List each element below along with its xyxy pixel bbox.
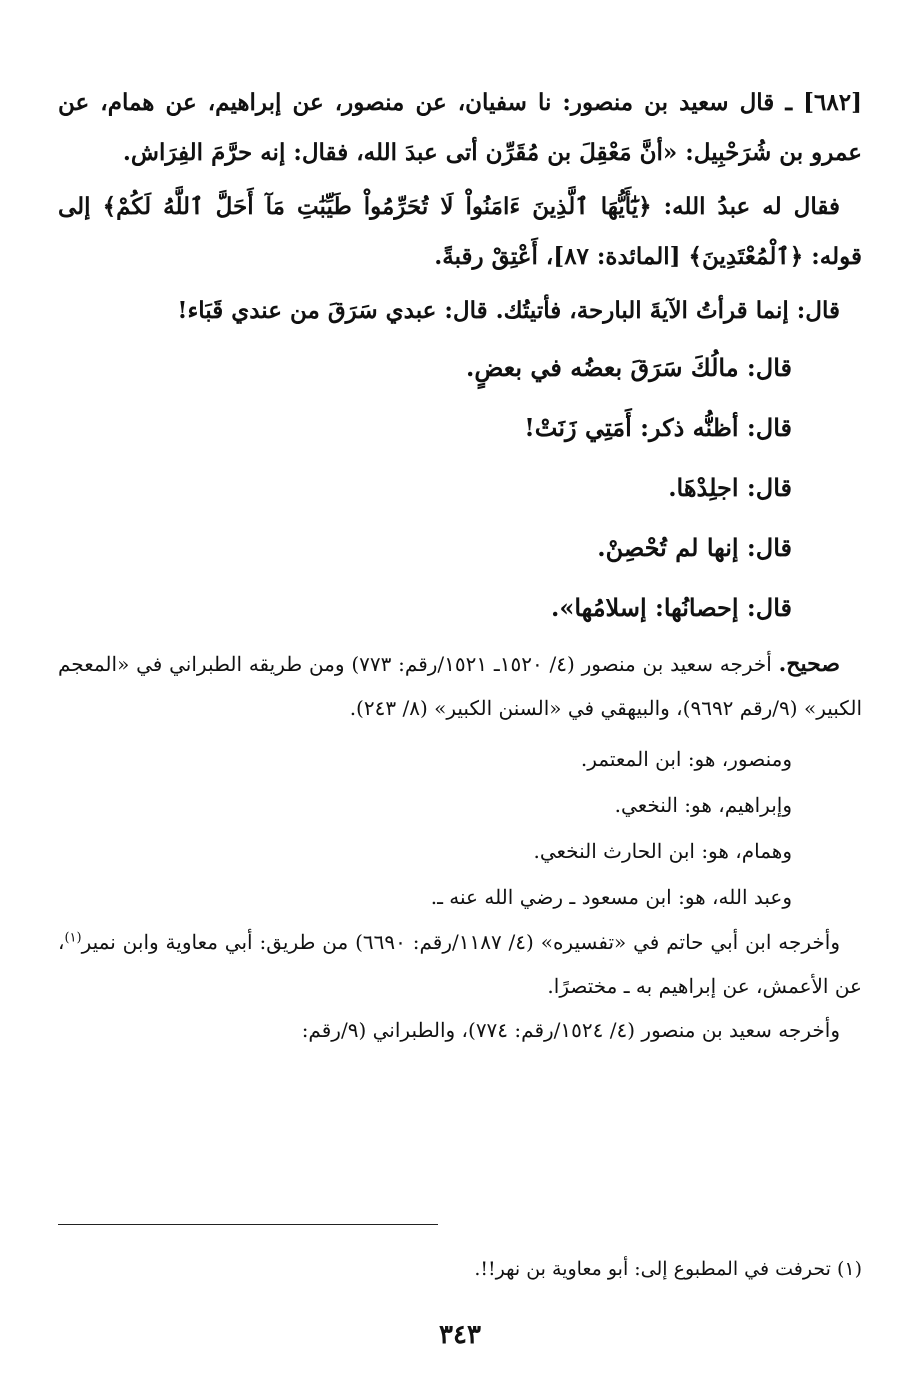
takhrij-paragraph <box>58 642 862 730</box>
takhrij-text: أخرجه سعيد بن منصور (٤/ ١٥٢٠ـ ١٥٢١/رقم: ٧٧٣) ومن طريقه الطبراني في «المعجم الكبير» (٩/رقم ٩٦٩٢)، والبيهقي في «السنن الكبير» (٨/ ٢٤٣). <box>58 652 862 720</box>
footnote: (١) تحرفت في المطبوع إلى: أبو معاوية بن نهر!!. <box>474 1258 862 1280</box>
last-paragraph: وأخرجه سعيد بن منصور (٤/ ١٥٢٤/رقم: ٧٧٤)، والطبراني (٩/رقم: <box>301 1018 840 1042</box>
narrator-note: وإبراهيم، هو: النخعي. <box>614 793 792 817</box>
tafsir-paragraph <box>58 920 862 1008</box>
dialogue-line: قال: إحصانُها: إسلامُها». <box>550 593 792 622</box>
hadith-grade: صحيح. <box>778 651 841 677</box>
tafsir-text-before: وأخرجه ابن أبي حاتم في «تفسيره» (٤/ ١١٨٧/رقم: ٦٦٩٠) من طريق: أبي معاوية وابن نمير <box>81 930 840 954</box>
narrator-note: وهمام، هو: ابن الحارث النخعي. <box>533 839 792 863</box>
narrator-note: ومنصور، هو: ابن المعتمر. <box>580 747 792 771</box>
dialogue-line: قال: إنها لم تُحْصِنْ. <box>597 533 792 562</box>
verse-paragraph: فقال له عبدُ الله: ﴿يَٰٓأَيُّهَا ٱلَّذِينَ ءَامَنُواْ لَا تُحَرِّمُواْ طَيِّبَٰتِ مَآ أَحَلَّ ٱللَّهُ لَكُمْ﴾ إلى قوله: ﴿ٱلْمُعْتَدِينَ﴾ [المائدة: ٨٧]، أَعْتِقْ رقبةً. <box>58 193 862 270</box>
dialogue-line: قال: مالُكَ سَرَقَ بعضُه في بعضٍ. <box>466 353 792 382</box>
dialogue-list <box>58 338 862 638</box>
hadith-header: [٦٨٢] ـ قال سعيد بن منصور: نا سفيان، عن منصور، عن إبراهيم، عن همام، عن عمرو بن شُرَحْبِيل: «أنَّ مَعْقِلَ بن مُقَرِّن أتى عبدَ الله، فقال: إنه حرَّمَ الفِرَاش. <box>58 89 862 166</box>
tafsir-text-after: ، عن الأعمش، عن إبراهيم به ـ مختصرًا. <box>58 930 862 998</box>
dialogue-line: قال: اجلِدْهَا. <box>668 473 792 502</box>
footnote-reference: (١) <box>64 930 82 946</box>
reading-paragraph: قال: إنما قرأتُ الآيةَ البارحة، فأتيتُك. قال: عبدي سَرَقَ من عندي قَبَاء! <box>177 297 840 324</box>
dialogue-line: قال: أظنُّه ذكر: أَمَتِي زَنَتْ! <box>524 413 792 442</box>
page-number: ٣٤٣ <box>439 1320 481 1350</box>
narrator-notes <box>58 736 862 920</box>
narrator-note: وعبد الله، هو: ابن مسعود ـ رضي الله عنه ـ. <box>430 885 792 909</box>
footnote-divider <box>58 1224 438 1225</box>
